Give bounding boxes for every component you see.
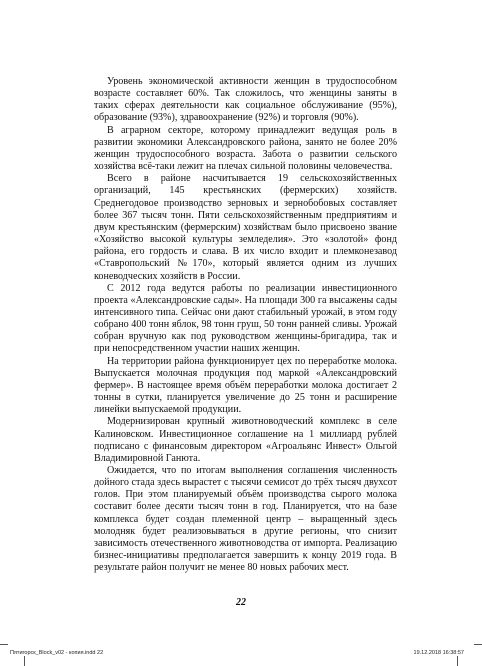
paragraph: В аграрном секторе, которому принадлежит ведущая роль в развитии экономики Александровского района, занято не более 20% женщин трудоспособного возраста. Забота о развитии сельского хозяйства всё-таки лежит на плечах сильной половины человечества. — [94, 124, 397, 173]
paragraph: На территории района функционирует цех по переработке молока. Выпускается молочная продукция под маркой «Александровский фермер». В настоящее время объём переработки молока достигает 2 тонны в сутки, планируется увеличение до 25 тонн и расширение линейки выпускаемой продукции. — [94, 355, 397, 416]
paragraph: Уровень экономической активности женщин в трудоспособном возрасте составляет 60%. Так сложилось, что женщины заняты в таких сферах деятельности как социальное обслуживание (95%), образование (93%), здравоохранение (92%) и торговля (90%). — [94, 76, 397, 124]
crop-mark — [24, 656, 25, 666]
crop-mark — [474, 644, 482, 645]
body-text — [94, 76, 397, 574]
paragraph: Всего в районе насчитывается 19 сельскохозяйственных организаций, 145 крестьянских (фермерских) хозяйств. Среднегодовое производство зерновых и зернобобовых составляет более 367 тысяч тонн. Пяти сельскохозяйственным предприятиям и двум крестьянским (фермерским) хозяйствам было присвоено звание «Хозяйство высокой культуры земледелия». Это «золотой» фонд района, его гордость и слава. В их число входит и племконезавод «Ставропольский №170», который является одним из лучших коневодческих хозяйств в России. — [94, 173, 397, 282]
paragraph: Ожидается, что по итогам выполнения соглашения численность дойного стада здесь вырастет с тысячи семисот до трёх тысяч двухсот голов. При этом планируемый объём производства сырого молока составит более десяти тысяч тонн в год. Планируется, что на базе комплекса будет создан племенной центр – выращенный здесь молодняк будет реализовываться в другие регионы, что снизит зависимость отечественного животноводства от импорта. Реализацию бизнес-инициативы предполагается завершить к концу 2019 года. В результате район получит не менее 80 новых рабочих мест. — [94, 465, 397, 574]
paragraph: Модернизирован крупный животноводческий комплекс в селе Калиновском. Инвестиционное соглашение на 1 миллиард рублей подписано с финансовым директором «Агроальянс Инвест» Ольгой Владимировной Ганюта. — [94, 416, 397, 464]
print-footer-filename: Пятигорск_Block_v02 - копия.indd 22 — [10, 650, 104, 656]
page-number: 22 — [236, 597, 246, 608]
crop-mark — [457, 656, 458, 666]
print-footer-timestamp: 19.12.2018 16:38:57 — [413, 650, 464, 656]
paragraph: С 2012 года ведутся работы по реализации инвестиционного проекта «Александровские сады». На площади 300 га высажены сады интенсивного типа. Сейчас они дают стабильный урожай, в этом году собрано 400 тонн яблок, 98 тонн груш, 50 тонн ранней сливы. Урожай собран вручную как под руководством женщины-бригадира, так и при непосредственном участии наших женщин. — [94, 282, 397, 355]
crop-mark — [0, 644, 8, 645]
